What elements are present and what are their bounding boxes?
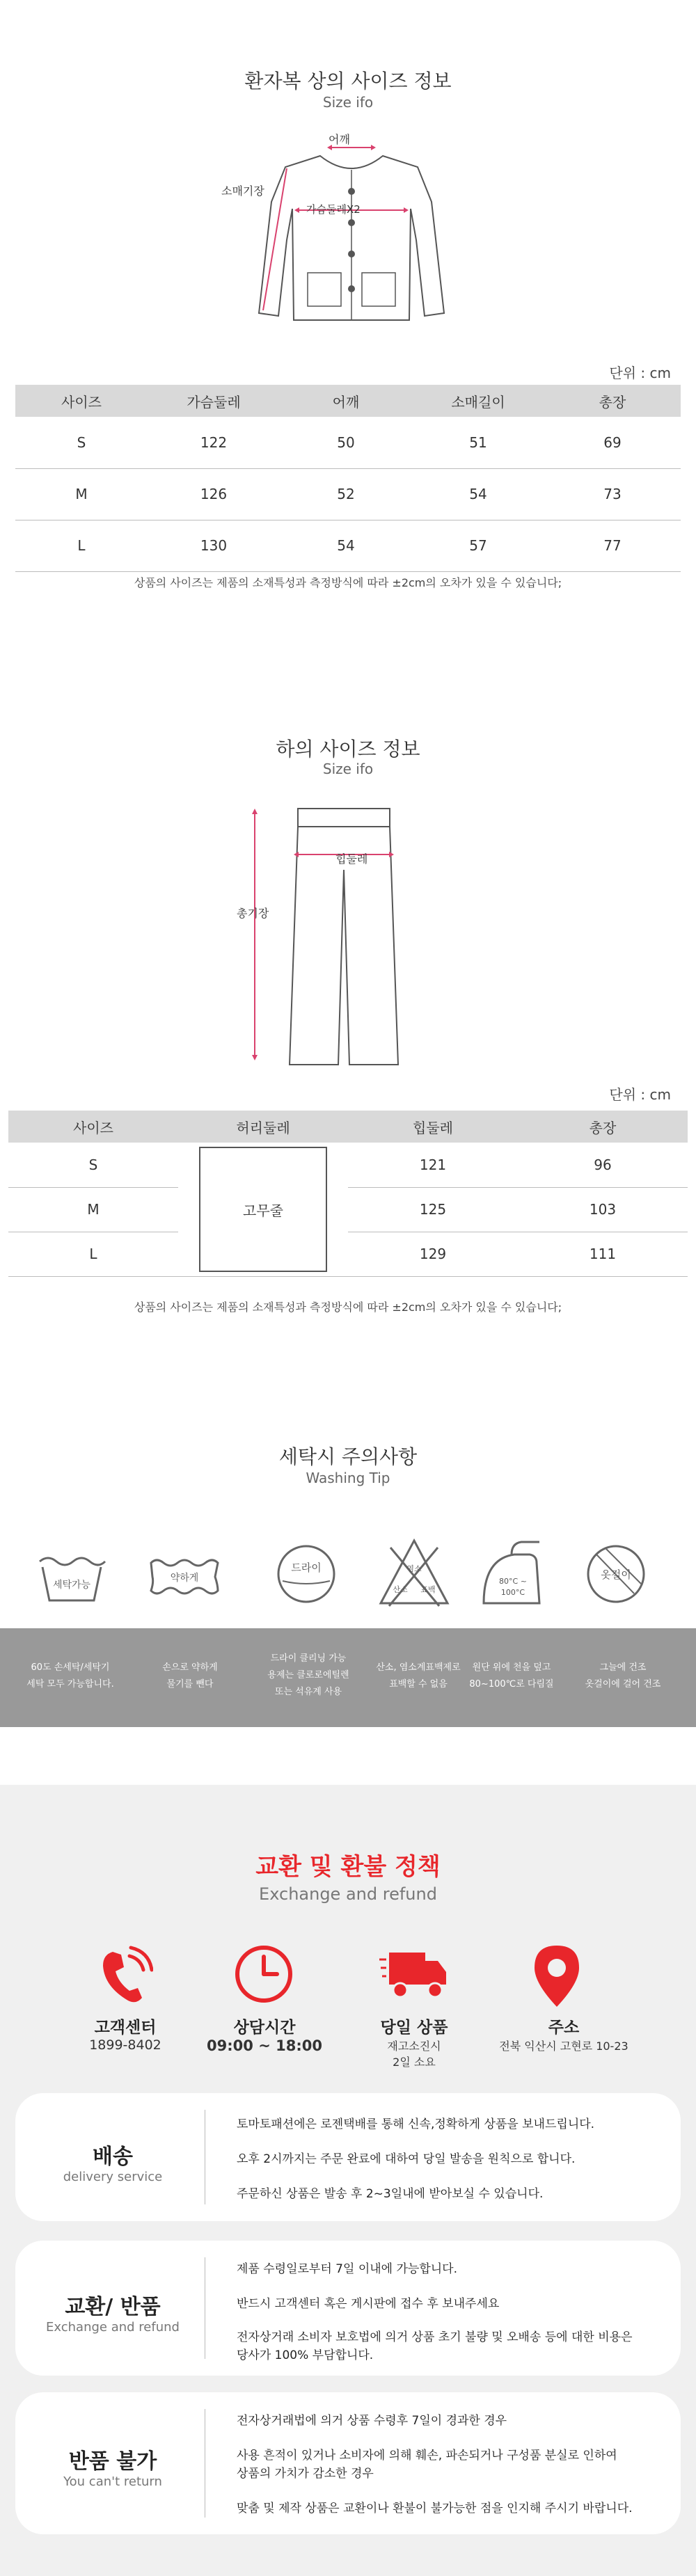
card-title: 교환/ 반품 <box>65 2295 161 2319</box>
wash-caption-6 <box>565 1660 681 1693</box>
wash-caption-line: 또는 석유계 사용 <box>274 1687 342 1697</box>
policy-title: 교환 및 환불 정책 <box>255 1853 441 1881</box>
card-subtitle: Exchange and refund <box>46 2320 180 2335</box>
card-line: 토마토패션에은 로젠택배를 통해 신속,정확하게 상품을 보내드립니다. <box>237 2117 595 2131</box>
top-shirt-diagram <box>230 125 466 334</box>
wash-caption-line: 표백할 수 없음 <box>389 1679 448 1689</box>
wash-subtitle: Washing Tip <box>306 1470 390 1486</box>
table-cell: M <box>15 468 148 520</box>
wash-caption-5 <box>454 1660 569 1693</box>
table-cell: 126 <box>148 468 280 520</box>
machine-wash-icon <box>30 1531 113 1614</box>
table-cell: 103 <box>518 1187 688 1232</box>
card-line: 오후 2시까지는 주문 완료에 대하여 당일 발송을 원칙으로 합니다. <box>237 2152 576 2166</box>
wash-icon-label: 약하게 <box>170 1573 199 1584</box>
waist-cell <box>178 1143 348 1277</box>
table-cell: 51 <box>412 417 544 468</box>
contact-value: 재고소진시 <box>387 2040 441 2053</box>
wash-caption-3 <box>251 1651 366 1701</box>
iron-icon <box>470 1531 553 1614</box>
policy-card-no-return <box>15 2392 681 2534</box>
wash-caption-line: 산소, 염소계표백제로 <box>376 1662 461 1673</box>
table-cell: L <box>15 520 148 571</box>
top-size-subtitle: Size ifo <box>322 94 374 111</box>
table-cell: S <box>8 1143 178 1187</box>
contact-value: 1899-8402 <box>89 2037 161 2053</box>
policy-subtitle: Exchange and refund <box>259 1884 437 1904</box>
card-line: 반드시 고객센터 혹은 게시판에 접수 후 보내주세요 <box>237 2297 500 2311</box>
truck-icon <box>379 1948 449 2001</box>
sleeve-label: 소매기장 <box>221 184 264 198</box>
top-size-note: 상품의 사이즈는 제품의 소재특성과 측정방식에 따라 ±2cm의 오차가 있을 수 있습니다; <box>134 576 562 589</box>
policy-card-exchange <box>15 2241 681 2376</box>
contact-value: 2일 소요 <box>393 2056 436 2069</box>
wash-icon-label: 산소 <box>393 1585 408 1594</box>
card-line: 제품 수령일로부터 7일 이내에 가능합니다. <box>237 2262 458 2276</box>
contact-label: 주소 <box>548 2019 580 2037</box>
col-header: 가슴둘레 <box>148 385 280 417</box>
col-header: 총장 <box>518 1111 688 1143</box>
table-cell: M <box>8 1187 178 1232</box>
contact-label: 당일 상품 <box>380 2019 448 2037</box>
wash-caption-2 <box>132 1660 248 1693</box>
chest-label: 가슴둘레X2 <box>306 203 361 216</box>
table-row <box>15 520 681 571</box>
col-header: 허리둘레 <box>178 1111 348 1143</box>
wash-caption-line: 옷걸이에 걸어 건조 <box>585 1679 661 1689</box>
contact-label: 고객센터 <box>94 2019 157 2037</box>
wash-caption-line: 원단 위에 천을 덮고 <box>472 1662 551 1673</box>
col-header: 어깨 <box>280 385 412 417</box>
bottom-size-note: 상품의 사이즈는 제품의 소재특성과 측정방식에 따라 ±2cm의 오차가 있을 수 있습니다; <box>134 1301 562 1314</box>
top-size-table <box>15 385 681 572</box>
wash-icon-label: 80°C ~ <box>499 1577 527 1586</box>
card-title: 배송 <box>93 2145 133 2169</box>
length-label: 총기장 <box>237 907 269 920</box>
bottom-pants-diagram <box>237 800 459 1079</box>
col-header: 소매길이 <box>412 385 544 417</box>
clock-icon <box>232 1943 295 2005</box>
wash-icon-label: 표백 <box>420 1585 436 1594</box>
policy-card-delivery <box>15 2093 681 2221</box>
wash-caption-line: 용제는 클로로에틸렌 <box>267 1670 349 1680</box>
hip-label: 힙둘레 <box>335 852 368 866</box>
top-unit-label: 단위 : cm <box>609 365 671 381</box>
card-line: 당사가 100% 부담합니다. <box>237 2348 374 2362</box>
wash-caption-1 <box>13 1660 128 1693</box>
phone-icon <box>97 1945 153 2007</box>
location-pin-icon <box>529 1943 585 2010</box>
table-cell: 125 <box>348 1187 518 1232</box>
top-size-title: 환자복 상의 사이즈 정보 <box>244 70 452 93</box>
col-header: 힙둘레 <box>348 1111 518 1143</box>
wash-icon-label: 드라이 <box>291 1561 322 1574</box>
contact-label: 상담시간 <box>233 2019 296 2037</box>
table-cell: L <box>8 1232 178 1276</box>
table-row <box>8 1232 688 1276</box>
table-row <box>15 417 681 468</box>
table-cell: 54 <box>412 468 544 520</box>
card-line: 주문하신 상품은 발송 후 2~3일내에 받아보실 수 있습니다. <box>237 2187 544 2201</box>
card-subtitle: delivery service <box>63 2170 163 2184</box>
bottom-size-table <box>8 1111 688 1277</box>
table-row <box>8 1143 688 1187</box>
card-title: 반품 불가 <box>68 2449 157 2474</box>
wash-caption-line: 세탁 모두 가능합니다. <box>26 1679 114 1689</box>
contact-same-day <box>345 2014 484 2069</box>
table-cell: 54 <box>280 520 412 571</box>
table-cell: 57 <box>412 520 544 571</box>
col-header: 사이즈 <box>15 385 148 417</box>
bottom-size-subtitle: Size ifo <box>322 761 374 777</box>
col-header: 사이즈 <box>8 1111 178 1143</box>
wash-icon-label: 염소 <box>406 1564 422 1573</box>
table-row <box>8 1187 688 1232</box>
contact-customer-center <box>56 2014 195 2053</box>
table-header-row <box>8 1111 688 1143</box>
wash-icon-label: 100°C <box>500 1588 525 1597</box>
wash-caption-line: 손으로 약하게 <box>162 1662 218 1673</box>
wash-icon-label: 옷걸이 <box>601 1568 631 1581</box>
table-cell: 69 <box>544 417 681 468</box>
wash-icon-label: 세탁가능 <box>52 1580 91 1591</box>
table-cell: 50 <box>280 417 412 468</box>
table-cell: 96 <box>518 1143 688 1187</box>
table-row <box>15 468 681 520</box>
dry-clean-icon <box>264 1531 348 1614</box>
gentle-wash-icon <box>143 1531 226 1614</box>
wash-caption-line: 60도 손세탁/세탁기 <box>31 1662 110 1673</box>
wash-caption-line: 물기를 뺀다 <box>166 1679 214 1689</box>
hang-dry-icon <box>574 1531 658 1614</box>
table-cell: 52 <box>280 468 412 520</box>
table-cell: 121 <box>348 1143 518 1187</box>
wash-caption-line: 그늘에 건조 <box>599 1662 647 1673</box>
table-cell: S <box>15 417 148 468</box>
table-cell: 77 <box>544 520 681 571</box>
table-cell: 111 <box>518 1232 688 1276</box>
wash-caption-line: 80~100℃로 다림질 <box>469 1679 554 1689</box>
table-cell: 130 <box>148 520 280 571</box>
card-line: 사용 흔적이 있거나 소비자에 의해 훼손, 파손되거나 구성품 분실로 인하여 <box>237 2449 617 2463</box>
card-line: 상품의 가치가 감소한 경우 <box>237 2467 374 2481</box>
bottom-unit-label: 단위 : cm <box>609 1086 671 1103</box>
card-subtitle: You can't return <box>63 2474 162 2489</box>
card-line: 전자상거래법에 의거 상품 수령후 7일이 경과한 경우 <box>237 2414 507 2428</box>
card-line: 전자상거래 소비자 보호법에 의거 상품 초기 불량 및 오배송 등에 대한 비용은 <box>237 2330 633 2344</box>
table-header-row <box>15 385 681 417</box>
wash-title: 세탁시 주의사항 <box>278 1445 418 1468</box>
col-header: 총장 <box>544 385 681 417</box>
contact-address <box>480 2014 647 2053</box>
table-cell: 122 <box>148 417 280 468</box>
contact-hours <box>195 2014 334 2054</box>
shoulder-label: 어깨 <box>329 133 350 146</box>
wash-caption-line: 드라이 클리닝 가능 <box>270 1653 347 1664</box>
waist-elastic-label: 고무줄 <box>199 1147 327 1272</box>
card-line: 맞춤 및 제작 상품은 교환이나 환불이 불가능한 점을 인지해 주시기 바랍니다. <box>237 2502 633 2515</box>
contact-value: 전북 익산시 고현로 10-23 <box>499 2040 628 2053</box>
bottom-size-title: 하의 사이즈 정보 <box>276 738 420 761</box>
table-cell: 129 <box>348 1232 518 1276</box>
table-cell: 73 <box>544 468 681 520</box>
contact-value: 09:00 ~ 18:00 <box>207 2037 322 2054</box>
no-bleach-icon <box>372 1531 456 1614</box>
